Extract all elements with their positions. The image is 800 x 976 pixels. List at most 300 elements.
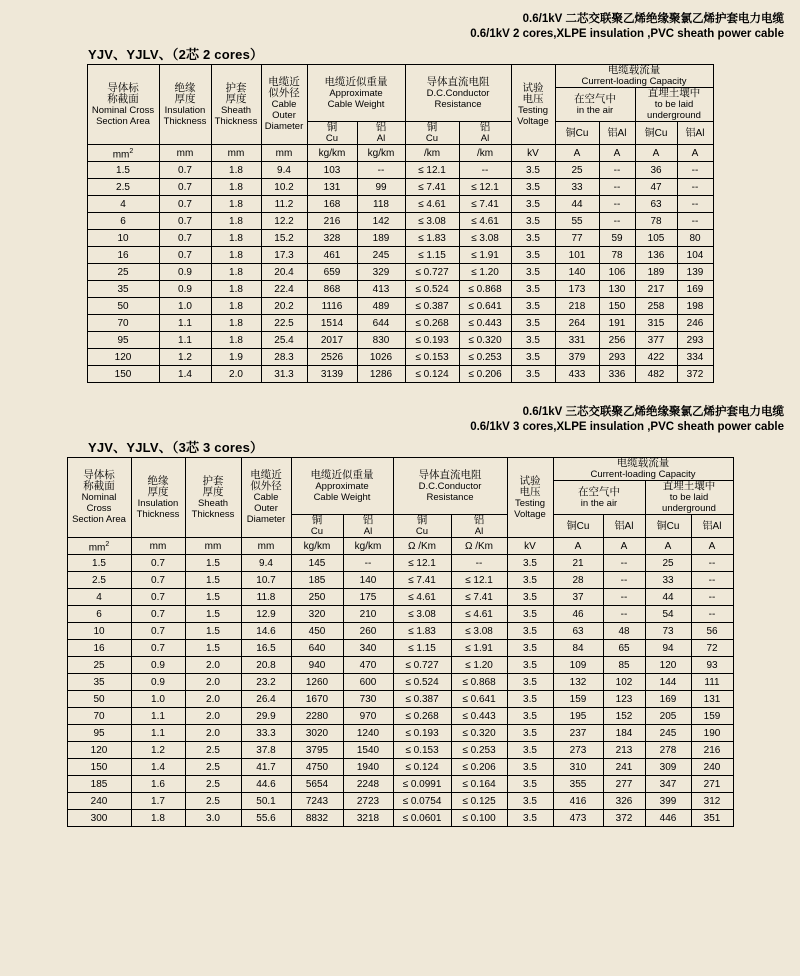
table-cell: 0.9 — [131, 674, 185, 691]
table-cell: 16 — [67, 640, 131, 657]
table-cell: 16 — [87, 247, 159, 264]
table-cell: 77 — [555, 230, 599, 247]
table-cell: 416 — [553, 793, 603, 810]
table-cell: 433 — [555, 366, 599, 383]
table-row — [87, 213, 713, 230]
th-ground-al: 铝Al — [677, 122, 713, 145]
header-row-1 — [67, 458, 733, 481]
th-voltage-zh2: 电压 — [522, 92, 544, 105]
table-cell: 131 — [307, 179, 357, 196]
table-cell: 293 — [677, 332, 713, 349]
unit-cell: A — [603, 538, 645, 555]
table-row — [67, 606, 733, 623]
table-cell: -- — [691, 589, 733, 606]
table-cell: 109 — [553, 657, 603, 674]
table-cell: 25 — [645, 555, 691, 572]
table-row — [67, 640, 733, 657]
table-cell: 3.5 — [507, 640, 553, 657]
table-cell: 1514 — [307, 315, 357, 332]
table-row — [67, 759, 733, 776]
th-ground-en1: to be laid — [669, 492, 709, 503]
table-cell: 3.5 — [507, 606, 553, 623]
table-row — [67, 708, 733, 725]
unit-cell: /km — [405, 145, 459, 162]
table-cell: 78 — [599, 247, 635, 264]
th-section-en2: Cross — [86, 503, 112, 514]
table-cell: 3.5 — [507, 776, 553, 793]
table-row — [67, 742, 733, 759]
block2-title-en: 0.6/1kV 3 cores,XLPE insulation ,PVC sheath power cable — [470, 421, 784, 433]
th-weight-al-en: Al — [376, 133, 386, 144]
th-voltage — [507, 458, 553, 538]
th-insulation-en1: Insulation — [164, 104, 206, 116]
table-cell: -- — [451, 555, 507, 572]
table-cell: 169 — [677, 281, 713, 298]
table-cell: 1.5 — [67, 555, 131, 572]
table-cell: ≤ 3.08 — [393, 606, 451, 623]
table-cell: 1.5 — [185, 640, 241, 657]
table-cell: 489 — [357, 298, 405, 315]
table-cell: -- — [677, 196, 713, 213]
table-cell: 73 — [645, 623, 691, 640]
th-section-en1: Nominal — [81, 492, 117, 503]
table-cell: 659 — [307, 264, 357, 281]
table-cell: 10 — [67, 623, 131, 640]
units-row — [87, 145, 713, 162]
th-resistance-en2: Resistance — [426, 491, 474, 503]
unit-cell: $mm^2$ — [67, 538, 131, 555]
table-cell: 94 — [645, 640, 691, 657]
table-cell: 136 — [635, 247, 677, 264]
table-cell: ≤ 0.387 — [405, 298, 459, 315]
table-cell: 70 — [67, 708, 131, 725]
table-cell: ≤ 0.868 — [459, 281, 511, 298]
table-cell: 95 — [87, 332, 159, 349]
th-sheath-zh1: 护套 — [202, 474, 224, 487]
table-cell: 237 — [553, 725, 603, 742]
table-row — [87, 162, 713, 179]
table-row — [67, 572, 733, 589]
table-cell: 10.2 — [261, 179, 307, 196]
table-cell: 2.0 — [185, 725, 241, 742]
table-cell: 1.5 — [185, 606, 241, 623]
table-cell: 25 — [87, 264, 159, 281]
table-cell: 3.5 — [507, 742, 553, 759]
table-cell: 2526 — [307, 349, 357, 366]
table-cell: 482 — [635, 366, 677, 383]
th-resistance — [393, 458, 507, 515]
table-cell: 210 — [343, 606, 393, 623]
table-cell: 159 — [691, 708, 733, 725]
th-air-en: in the air — [576, 104, 614, 116]
table-cell: 184 — [603, 725, 645, 742]
table-cell: 185 — [67, 776, 131, 793]
table-cell: 1.0 — [159, 298, 211, 315]
table-cell: ≤ 3.08 — [459, 230, 511, 247]
table-row — [87, 281, 713, 298]
table-cell: 1.8 — [211, 179, 261, 196]
table-3-cores — [67, 457, 734, 827]
table-cell: 105 — [635, 230, 677, 247]
table-cell: 70 — [87, 315, 159, 332]
table-cell: 72 — [691, 640, 733, 657]
table-cell: ≤ 0.125 — [451, 793, 507, 810]
table-cell: 37.8 — [241, 742, 291, 759]
table-cell: 22.5 — [261, 315, 307, 332]
block2-title-zh: 0.6/1kV 三芯交联聚乙烯绝缘聚氯乙烯护套电力电缆 — [522, 406, 784, 418]
table-cell: ≤ 7.41 — [405, 179, 459, 196]
table-cell: 25 — [555, 162, 599, 179]
table-cell: 0.7 — [159, 162, 211, 179]
table-cell: 101 — [555, 247, 599, 264]
table-cell: 600 — [343, 674, 393, 691]
table-cell: 473 — [553, 810, 603, 827]
th-sheath-en1: Sheath — [197, 497, 229, 509]
table-cell: 120 — [87, 349, 159, 366]
table-cell: 48 — [603, 623, 645, 640]
th-weight-cu-zh: 铜 — [326, 121, 338, 133]
unit-cell: A — [599, 145, 635, 162]
table-cell: 20.8 — [241, 657, 291, 674]
table-row — [67, 793, 733, 810]
table-cell: 461 — [307, 247, 357, 264]
table-cell: 0.7 — [159, 213, 211, 230]
table-cell: 111 — [691, 674, 733, 691]
th-ground — [645, 481, 733, 515]
table-cell: 245 — [645, 725, 691, 742]
table-cell: 3139 — [307, 366, 357, 383]
table-cell: -- — [677, 213, 713, 230]
th-ground — [635, 88, 713, 122]
unit-cell: mm — [241, 538, 291, 555]
unit-cell: /km — [459, 145, 511, 162]
table-cell: 140 — [555, 264, 599, 281]
table-cell: 355 — [553, 776, 603, 793]
table-cell: 10 — [87, 230, 159, 247]
table-cell: 0.7 — [159, 247, 211, 264]
table-cell: ≤ 0.524 — [405, 281, 459, 298]
table-cell: -- — [691, 555, 733, 572]
table-cell: ≤ 0.0754 — [393, 793, 451, 810]
table-cell: 1.4 — [131, 759, 185, 776]
table-cell: 1.2 — [131, 742, 185, 759]
table-cell: 191 — [599, 315, 635, 332]
table-cell: 0.7 — [131, 589, 185, 606]
table-cell: 3.5 — [511, 213, 555, 230]
block2-subtitle-row — [0, 437, 800, 457]
table-cell: 80 — [677, 230, 713, 247]
table-cell: 328 — [307, 230, 357, 247]
table-cell: ≤ 4.61 — [451, 606, 507, 623]
th-resistance-en1: D.C.Conductor — [418, 480, 482, 492]
table-cell: 3.5 — [507, 708, 553, 725]
table-cell: ≤ 0.253 — [451, 742, 507, 759]
table-cell: 213 — [603, 742, 645, 759]
table-cell: -- — [599, 179, 635, 196]
table-cell: 3.5 — [507, 725, 553, 742]
table-cell: 11.8 — [241, 589, 291, 606]
th-weight — [291, 458, 393, 515]
cable-table-block-3-cores — [0, 405, 800, 827]
table-cell: ≤ 0.387 — [393, 691, 451, 708]
block2-left-title: YJV、YJLV、（3芯 3 cores） — [88, 440, 264, 455]
table-cell: 240 — [67, 793, 131, 810]
table-cell: ≤ 0.320 — [459, 332, 511, 349]
table-cell: 95 — [67, 725, 131, 742]
unit-cell: Ω /Km — [451, 538, 507, 555]
th-weight-al — [343, 515, 393, 538]
th-weight-zh: 电缆近似重量 — [310, 468, 374, 481]
th-current-en: Current-loading Capacity — [581, 76, 687, 87]
table-cell: ≤ 0.0601 — [393, 810, 451, 827]
table-cell: ≤ 3.08 — [405, 213, 459, 230]
table-cell: 217 — [635, 281, 677, 298]
table-cell: 1.8 — [211, 315, 261, 332]
table-cell: 142 — [357, 213, 405, 230]
unit-cell: mm — [261, 145, 307, 162]
table-cell: 271 — [691, 776, 733, 793]
th-sheath — [211, 65, 261, 145]
table-cell: ≤ 0.641 — [459, 298, 511, 315]
table-cell: 3.5 — [507, 793, 553, 810]
table-cell: 278 — [645, 742, 691, 759]
table-row — [67, 810, 733, 827]
table-cell: -- — [677, 179, 713, 196]
table-cell: 29.9 — [241, 708, 291, 725]
table-cell: 868 — [307, 281, 357, 298]
table-cell: 44 — [555, 196, 599, 213]
th-weight-al-zh: 铝 — [362, 514, 374, 526]
th-section-zh2: 称截面 — [107, 92, 139, 105]
table-cell: 168 — [307, 196, 357, 213]
table-cell: 3020 — [291, 725, 343, 742]
table-cell: 340 — [343, 640, 393, 657]
table-row — [67, 691, 733, 708]
th-sheath-en2: Thickness — [191, 508, 235, 520]
table-cell: ≤ 1.83 — [405, 230, 459, 247]
table-cell: 347 — [645, 776, 691, 793]
table-cell: 300 — [67, 810, 131, 827]
th-ground-en1: to be laid — [654, 99, 694, 110]
th-resistance-zh: 导体直流电阻 — [418, 468, 482, 481]
th-diameter — [241, 458, 291, 538]
table-cell: 2.0 — [185, 657, 241, 674]
table-cell: ≤ 3.08 — [451, 623, 507, 640]
th-weight-al-en: Al — [363, 526, 373, 537]
table-cell: 336 — [599, 366, 635, 383]
table-cell: 4 — [67, 589, 131, 606]
th-diameter-zh1: 电缆近 — [250, 469, 282, 481]
header-row-1 — [87, 65, 713, 88]
table-row — [87, 179, 713, 196]
unit-cell: A — [635, 145, 677, 162]
unit-cell: mm — [159, 145, 211, 162]
th-air-zh: 在空气中 — [574, 92, 616, 105]
table-cell: 446 — [645, 810, 691, 827]
table-cell: 1116 — [307, 298, 357, 315]
th-weight-zh: 电缆近似重量 — [324, 75, 388, 88]
table-cell: 1.8 — [211, 162, 261, 179]
th-res-al — [451, 515, 507, 538]
block1-left-title: YJV、YJLV、（2芯 2 cores） — [88, 47, 264, 62]
table-cell: 59 — [599, 230, 635, 247]
th-res-al-en: Al — [474, 526, 484, 537]
th-ground-cu: 铜Cu — [635, 122, 677, 145]
table-cell: -- — [599, 213, 635, 230]
table-cell: 1026 — [357, 349, 405, 366]
table-cell: -- — [343, 555, 393, 572]
th-section-en3: Section Area — [72, 514, 126, 525]
table-cell: 246 — [677, 315, 713, 332]
th-sheath-zh2: 厚度 — [225, 92, 247, 105]
table-cell: -- — [677, 162, 713, 179]
th-section — [67, 458, 131, 538]
table-cell: 2017 — [307, 332, 357, 349]
table-cell: 2723 — [343, 793, 393, 810]
table-cell: 334 — [677, 349, 713, 366]
table-cell: 47 — [635, 179, 677, 196]
unit-cell: A — [677, 145, 713, 162]
table-cell: 1.5 — [87, 162, 159, 179]
table-cell: 10.7 — [241, 572, 291, 589]
table-cell: -- — [459, 162, 511, 179]
block1-subtitle-row — [0, 44, 800, 64]
table-cell: 93 — [691, 657, 733, 674]
cable-table-block-2-cores — [0, 12, 800, 383]
th-ground-zh: 直埋土壤中 — [647, 87, 701, 99]
th-voltage-zh1: 试验 — [522, 81, 544, 94]
table-cell: 240 — [691, 759, 733, 776]
th-resistance-zh: 导体直流电阻 — [426, 75, 490, 88]
unit-cell: mm — [185, 538, 241, 555]
th-air-en: in the air — [580, 497, 618, 509]
table-cell: ≤ 0.868 — [451, 674, 507, 691]
table-cell: ≤ 0.253 — [459, 349, 511, 366]
table-cell: 2248 — [343, 776, 393, 793]
th-insulation — [131, 458, 185, 538]
th-diameter-en2: Outer — [272, 110, 296, 121]
table-row — [87, 332, 713, 349]
table-cell: ≤ 0.727 — [405, 264, 459, 281]
table-row — [87, 315, 713, 332]
th-diameter-en2: Outer — [254, 503, 278, 514]
th-resistance-en2: Resistance — [434, 98, 482, 110]
table-cell: 41.7 — [241, 759, 291, 776]
table-cell: 315 — [635, 315, 677, 332]
th-voltage-en2: Voltage — [517, 115, 549, 127]
table-row — [87, 230, 713, 247]
th-section — [87, 65, 159, 145]
th-air-cu: 铜Cu — [553, 515, 603, 538]
unit-cell: mm — [211, 145, 261, 162]
table-cell: 17.3 — [261, 247, 307, 264]
table-cell: ≤ 0.443 — [459, 315, 511, 332]
th-diameter-en1: Cable — [271, 99, 297, 110]
table-cell: 450 — [291, 623, 343, 640]
table-cell: 1670 — [291, 691, 343, 708]
th-res-cu-zh: 铜 — [426, 121, 438, 133]
table-cell: 50.1 — [241, 793, 291, 810]
th-resistance — [405, 65, 511, 122]
table-cell: 144 — [645, 674, 691, 691]
th-voltage-zh1: 试验 — [519, 474, 541, 487]
table-cell: 0.7 — [131, 606, 185, 623]
table-cell: 189 — [357, 230, 405, 247]
th-section-en2: Section Area — [96, 115, 150, 127]
table-cell: 55 — [555, 213, 599, 230]
table-cell: 2.0 — [185, 691, 241, 708]
th-insulation-en2: Thickness — [136, 508, 180, 520]
table-cell: ≤ 1.83 — [393, 623, 451, 640]
table-cell: 20.4 — [261, 264, 307, 281]
unit-cell: kg/km — [291, 538, 343, 555]
th-res-cu — [393, 515, 451, 538]
table-cell: 2.0 — [185, 674, 241, 691]
table-cell: 379 — [555, 349, 599, 366]
th-air — [553, 481, 645, 515]
table-cell: 273 — [553, 742, 603, 759]
table-cell: 1.9 — [211, 349, 261, 366]
table-2-cores — [87, 64, 714, 383]
table-cell: 309 — [645, 759, 691, 776]
table-cell: 351 — [691, 810, 733, 827]
th-insulation-zh2: 厚度 — [174, 92, 196, 105]
th-weight-al — [357, 122, 405, 145]
table-cell: 4 — [87, 196, 159, 213]
table-cell: 22.4 — [261, 281, 307, 298]
table-cell: 241 — [603, 759, 645, 776]
table-cell: 173 — [555, 281, 599, 298]
table-cell: 54 — [645, 606, 691, 623]
th-insulation-zh1: 绝缘 — [147, 474, 169, 487]
table-cell: 1.8 — [211, 213, 261, 230]
table-cell: ≤ 12.1 — [451, 572, 507, 589]
table-cell: ≤ 0.727 — [393, 657, 451, 674]
th-weight-en2: Cable Weight — [327, 98, 385, 110]
unit-cell: kV — [511, 145, 555, 162]
table-cell: 1.8 — [211, 247, 261, 264]
th-current — [555, 65, 713, 88]
table-cell: ≤ 1.91 — [451, 640, 507, 657]
table-cell: 3.5 — [511, 315, 555, 332]
table-cell: 277 — [603, 776, 645, 793]
table-cell: 2.5 — [67, 572, 131, 589]
table-cell: 16.5 — [241, 640, 291, 657]
table-row — [67, 725, 733, 742]
table-cell: 1.8 — [131, 810, 185, 827]
table-cell: 3.5 — [511, 332, 555, 349]
table-cell: 118 — [357, 196, 405, 213]
table-cell: 35 — [87, 281, 159, 298]
th-insulation-en2: Thickness — [163, 115, 207, 127]
table-cell: 3.5 — [507, 810, 553, 827]
table-cell: -- — [599, 162, 635, 179]
table-cell: 0.7 — [159, 196, 211, 213]
table-cell: 3.5 — [511, 264, 555, 281]
table-cell: 28 — [553, 572, 603, 589]
table-cell: 940 — [291, 657, 343, 674]
table-cell: 85 — [603, 657, 645, 674]
unit-cell: A — [553, 538, 603, 555]
th-diameter-en1: Cable — [253, 492, 279, 503]
table-cell: ≤ 4.61 — [459, 213, 511, 230]
table-cell: 830 — [357, 332, 405, 349]
table-cell: 50 — [87, 298, 159, 315]
table-cell: 377 — [635, 332, 677, 349]
table-cell: 2.5 — [185, 776, 241, 793]
table-cell: 372 — [603, 810, 645, 827]
table-cell: 0.7 — [131, 555, 185, 572]
